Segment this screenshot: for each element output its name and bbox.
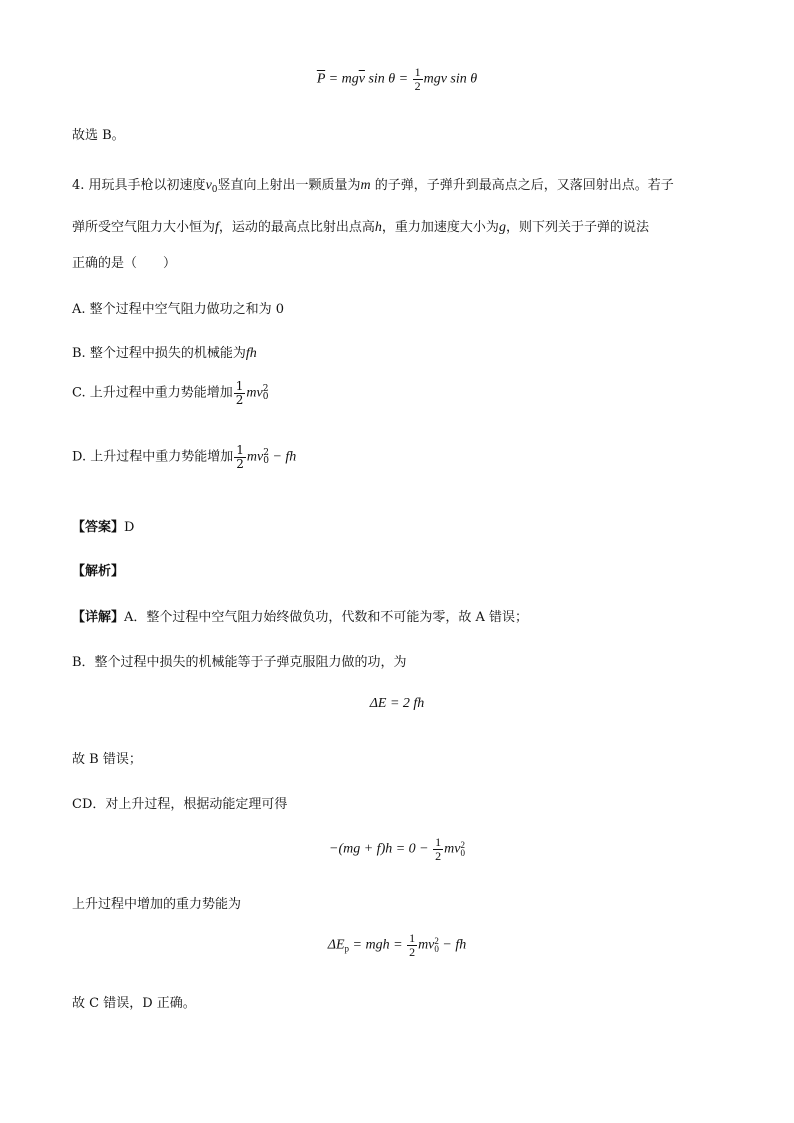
numerator: 1	[409, 931, 416, 945]
question-line-1	[72, 174, 674, 195]
option-b	[72, 342, 257, 362]
detail-b-wrong: 故 B 错误；	[72, 752, 142, 767]
superscript: 2	[434, 936, 439, 946]
fraction	[234, 444, 246, 470]
question-text: 竖直向上射出一颗质量为	[217, 178, 361, 193]
denominator: 2	[414, 78, 421, 93]
equation-kinetic-energy	[0, 836, 794, 862]
eq-part: sin θ =	[364, 71, 412, 87]
eq-part: mgv sin θ	[423, 71, 478, 87]
mass-symbol: m	[360, 178, 371, 193]
sup-sub	[460, 841, 465, 857]
denominator: 2	[409, 944, 416, 959]
math: mv	[246, 449, 264, 465]
denominator: 2	[236, 456, 244, 471]
superscript: 2	[263, 448, 269, 458]
force-symbol: f	[215, 220, 219, 235]
detail-text: A．整个过程中空气阻力始终做负功，代数和不可能为零，故 A 错误；	[124, 610, 529, 625]
previous-choice: 故选 B。	[72, 128, 125, 143]
math: fh	[245, 346, 257, 361]
detail-line-ep: 上升过程中增加的重力势能为	[72, 897, 242, 912]
option-text: D. 上升过程中重力势能增加	[72, 449, 234, 465]
sup-sub	[263, 385, 269, 401]
subscript: 0	[263, 456, 269, 467]
equation-average-power	[0, 66, 794, 92]
analysis-label: 【解析】	[72, 564, 125, 579]
numerator: 1	[414, 65, 421, 79]
option-text: C. 上升过程中重力势能增加	[72, 385, 233, 401]
superscript: 2	[460, 840, 465, 850]
option-c	[72, 380, 268, 406]
subscript: 0	[262, 392, 269, 403]
eq-part: mv	[418, 937, 435, 953]
denominator: 2	[435, 848, 442, 863]
math: − fh	[268, 449, 297, 465]
velocity-symbol: v	[205, 178, 212, 193]
option-text: B. 整个过程中损失的机械能为	[72, 346, 246, 361]
fraction	[407, 932, 417, 958]
question-text: 用玩具手枪以初速度	[88, 178, 206, 193]
detail-label: 【详解】	[72, 610, 125, 625]
subscript: 0	[460, 848, 465, 859]
numerator: 1	[236, 443, 244, 457]
equation-potential-energy	[0, 932, 794, 958]
power-symbol: $\overline{P}$	[316, 71, 326, 87]
question-text: 弹所受空气阻力大小恒为	[72, 220, 216, 235]
question-line-3: 正确的是（ ）	[72, 256, 177, 271]
numerator: 1	[435, 835, 442, 849]
height-symbol: h	[374, 220, 382, 235]
equation-energy-loss: ΔE = 2 fh	[369, 696, 425, 711]
question-line-2	[72, 216, 649, 236]
gravity-symbol: g	[498, 220, 506, 235]
question-text: ，则下列关于子弹的说法	[505, 220, 649, 235]
question-text: ，重力加速度大小为	[381, 220, 499, 235]
numerator: 1	[235, 379, 244, 393]
answer-value: D	[124, 520, 135, 535]
question-number: 4.	[72, 178, 85, 193]
subscript: 0	[211, 185, 218, 195]
detail-line-a	[72, 606, 528, 625]
answer-line	[72, 516, 134, 535]
answer-label: 【答案】	[72, 520, 125, 535]
detail-line-b: B．整个过程中损失的机械能等于子弹克服阻力做的功，为	[72, 655, 407, 670]
fraction	[413, 66, 423, 92]
eq-part: ΔE	[327, 937, 345, 953]
question-text: ，运动的最高点比射出点高	[218, 220, 375, 235]
fraction	[234, 380, 246, 406]
detail-conclusion: 故 C 错误，D 正确。	[72, 996, 196, 1011]
velocity-bar: $\overline{v}$	[358, 71, 365, 87]
subscript: p	[344, 943, 350, 954]
eq-part: = mgh =	[349, 937, 407, 953]
fraction	[433, 836, 443, 862]
detail-line-cd: CD．对上升过程，根据动能定理可得	[72, 797, 288, 812]
eq-part: mv	[444, 841, 461, 857]
question-text: 的子弹，子弹升到最高点之后，又落回射出点。若子	[370, 178, 674, 193]
subscript: 0	[434, 944, 439, 955]
math: mv	[246, 385, 263, 401]
eq-part: −(mg + f)h = 0 −	[329, 841, 433, 857]
denominator: 2	[235, 392, 244, 407]
eq-part: = mg	[325, 71, 359, 87]
option-d	[72, 444, 296, 470]
option-a: A. 整个过程中空气阻力做功之和为 0	[72, 302, 285, 317]
eq-part: − fh	[438, 937, 467, 953]
superscript: 2	[262, 384, 269, 394]
